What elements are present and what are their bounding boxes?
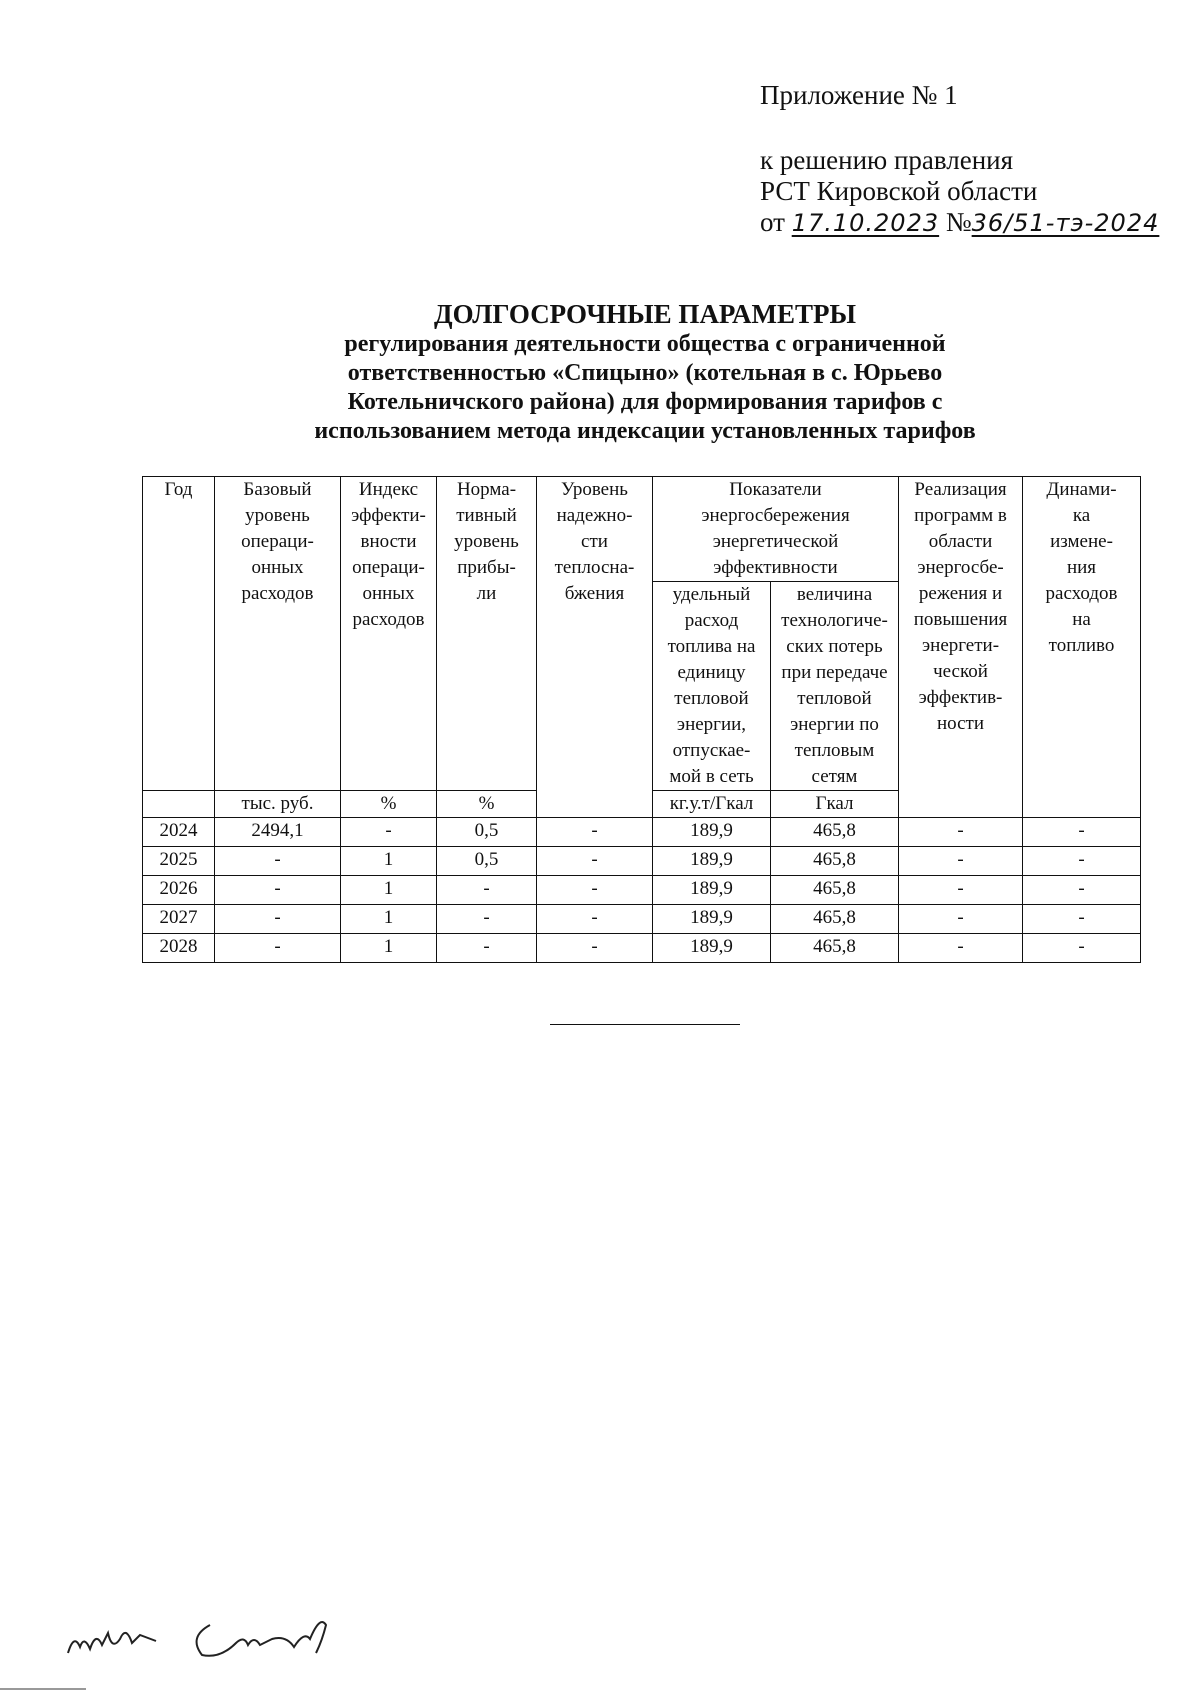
cell-fuel: 189,9 xyxy=(653,905,771,934)
header-fuel-dynamics xyxy=(1023,477,1141,818)
unit-base-level: тыс. руб. xyxy=(215,791,341,818)
cell-profit: - xyxy=(437,934,537,963)
cell-dynamics: - xyxy=(1023,847,1141,876)
cell-year: 2027 xyxy=(143,905,215,934)
header-line: уровень xyxy=(245,505,310,526)
header-line: энергетической xyxy=(712,531,839,552)
header-line: ческой xyxy=(933,661,988,682)
unit-year xyxy=(143,791,215,818)
cell-index: 1 xyxy=(341,847,437,876)
header-line: энергии по xyxy=(790,714,879,735)
header-year: Год xyxy=(143,477,215,791)
cell-programs: - xyxy=(899,818,1023,847)
header-line: ли xyxy=(476,583,497,604)
header-line: надежно- xyxy=(556,505,633,526)
header-line: сетям xyxy=(811,766,858,787)
cell-programs: - xyxy=(899,847,1023,876)
header-line: величина xyxy=(796,584,873,605)
cell-programs: - xyxy=(899,934,1023,963)
header-line: энергосбережения xyxy=(701,505,850,526)
table-row xyxy=(143,847,1141,876)
header-line: расходов xyxy=(241,583,314,604)
header-line: ских потерь xyxy=(786,636,883,657)
header-line: удельный xyxy=(672,584,751,605)
cell-index: 1 xyxy=(341,934,437,963)
header-line: уровень xyxy=(454,531,519,552)
header-specific-fuel xyxy=(653,582,771,791)
cell-programs: - xyxy=(899,876,1023,905)
cell-dynamics: - xyxy=(1023,905,1141,934)
header-line: Динами- xyxy=(1046,479,1117,500)
cell-year: 2026 xyxy=(143,876,215,905)
header-line: Уровень xyxy=(561,479,628,500)
cell-index: 1 xyxy=(341,876,437,905)
cell-reliability: - xyxy=(537,876,653,905)
header-line: мой в сеть xyxy=(669,766,754,787)
header-line: Индекс xyxy=(358,479,419,500)
cell-programs: - xyxy=(899,905,1023,934)
closing-rule xyxy=(550,1024,740,1025)
table-row xyxy=(143,876,1141,905)
header-line: расходов xyxy=(352,609,425,630)
header-line: Показатели xyxy=(729,479,822,500)
cell-fuel: 189,9 xyxy=(653,876,771,905)
cell-losses: 465,8 xyxy=(771,934,899,963)
header-line: сти xyxy=(581,531,608,552)
header-line: тепловой xyxy=(674,688,749,709)
header-line: тепловой xyxy=(797,688,872,709)
header-line: на xyxy=(1072,609,1091,630)
header-line: онных xyxy=(362,583,415,604)
header-line: ния xyxy=(1066,557,1097,578)
cell-base: 2494,1 xyxy=(215,818,341,847)
header-line: при передаче xyxy=(781,662,888,683)
cell-year: 2024 xyxy=(143,818,215,847)
cell-base: - xyxy=(215,847,341,876)
header-line: эффективности xyxy=(713,557,838,578)
header-energy-programs xyxy=(899,477,1023,818)
cell-year: 2025 xyxy=(143,847,215,876)
cell-reliability: - xyxy=(537,905,653,934)
header-line: расход xyxy=(684,610,739,631)
unit-profit-level: % xyxy=(437,791,537,818)
header-line: области xyxy=(928,531,993,552)
cell-dynamics: - xyxy=(1023,818,1141,847)
header-line: программ в xyxy=(914,505,1007,526)
cell-fuel: 189,9 xyxy=(653,818,771,847)
cell-profit: 0,5 xyxy=(437,847,537,876)
unit-tech-losses: Гкал xyxy=(771,791,899,818)
annex-label: Приложение № 1 xyxy=(760,80,958,110)
cell-fuel: 189,9 xyxy=(653,847,771,876)
annex-authority-line: РСТ Кировской области xyxy=(760,176,1038,206)
header-line: Норма- xyxy=(456,479,517,500)
header-line: теплосна- xyxy=(554,557,635,578)
cell-base: - xyxy=(215,934,341,963)
header-base-level xyxy=(215,477,341,791)
title-line: ответственностью «Спицыно» (котельная в с. Юрьево xyxy=(347,360,943,386)
annex-date: 17.10.2023 xyxy=(791,209,940,237)
scan-edge-mark xyxy=(0,1688,86,1690)
document-title xyxy=(150,298,1140,446)
table-row xyxy=(143,905,1141,934)
header-line: бжения xyxy=(564,583,625,604)
cell-dynamics: - xyxy=(1023,876,1141,905)
parameters-table xyxy=(142,476,1141,963)
unit-efficiency-index: % xyxy=(341,791,437,818)
header-efficiency-index xyxy=(341,477,437,791)
annex-number: 36/51-тэ-2024 xyxy=(971,209,1160,237)
header-line: энергосбе- xyxy=(917,557,1004,578)
header-line: технологиче- xyxy=(781,610,888,631)
title-line: регулирования деятельности общества с ограниченной xyxy=(344,331,946,357)
header-line: операци- xyxy=(352,557,425,578)
cell-losses: 465,8 xyxy=(771,847,899,876)
cell-reliability: - xyxy=(537,934,653,963)
annex-date-line xyxy=(760,207,1159,239)
header-line: повышения xyxy=(913,609,1008,630)
cell-losses: 465,8 xyxy=(771,876,899,905)
title-line: Котельничского района) для формирования тарифов с xyxy=(347,389,943,415)
header-line: Базовый xyxy=(243,479,312,500)
signature xyxy=(60,1595,380,1670)
header-line: вности xyxy=(360,531,417,552)
header-line: энергии, xyxy=(676,714,747,735)
cell-profit: - xyxy=(437,905,537,934)
cell-losses: 465,8 xyxy=(771,818,899,847)
header-profit-level xyxy=(437,477,537,791)
cell-base: - xyxy=(215,905,341,934)
header-line: единицу xyxy=(677,662,746,683)
header-line: эффектив- xyxy=(918,687,1003,708)
cell-base: - xyxy=(215,876,341,905)
cell-reliability: - xyxy=(537,818,653,847)
title-line: использованием метода индексации установленных тарифов xyxy=(314,418,976,444)
header-line: ка xyxy=(1072,505,1091,526)
cell-year: 2028 xyxy=(143,934,215,963)
cell-fuel: 189,9 xyxy=(653,934,771,963)
header-line: топлива на xyxy=(667,636,756,657)
annex-number-prefix: № xyxy=(945,207,972,237)
header-line: ности xyxy=(936,713,985,734)
cell-profit: - xyxy=(437,876,537,905)
header-line: топливо xyxy=(1048,635,1115,656)
cell-index: - xyxy=(341,818,437,847)
header-line: режения и xyxy=(918,583,1003,604)
table-row xyxy=(143,934,1141,963)
cell-index: 1 xyxy=(341,905,437,934)
annex-decision-line: к решению правления xyxy=(760,145,1014,175)
header-line: тепловым xyxy=(794,740,875,761)
header-line: отпускае- xyxy=(672,740,751,761)
header-tech-losses xyxy=(771,582,899,791)
cell-dynamics: - xyxy=(1023,934,1141,963)
cell-profit: 0,5 xyxy=(437,818,537,847)
header-line: тивный xyxy=(456,505,517,526)
title-main: ДОЛГОСРОЧНЫЕ ПАРАМЕТРЫ xyxy=(434,299,856,329)
annex-date-prefix: от xyxy=(760,207,785,237)
header-line: эффекти- xyxy=(351,505,426,526)
unit-specific-fuel: кг.у.т/Гкал xyxy=(653,791,771,818)
header-line: энергети- xyxy=(922,635,1000,656)
header-line: прибы- xyxy=(457,557,516,578)
cell-reliability: - xyxy=(537,847,653,876)
cell-losses: 465,8 xyxy=(771,905,899,934)
header-line: операци- xyxy=(241,531,314,552)
header-line: онных xyxy=(251,557,304,578)
header-reliability xyxy=(537,477,653,818)
header-line: расходов xyxy=(1045,583,1118,604)
header-line: измене- xyxy=(1050,531,1113,552)
annex-block xyxy=(760,80,1159,239)
header-energy-indicators xyxy=(653,477,899,582)
header-line: Реализация xyxy=(914,479,1007,500)
table-row xyxy=(143,818,1141,847)
